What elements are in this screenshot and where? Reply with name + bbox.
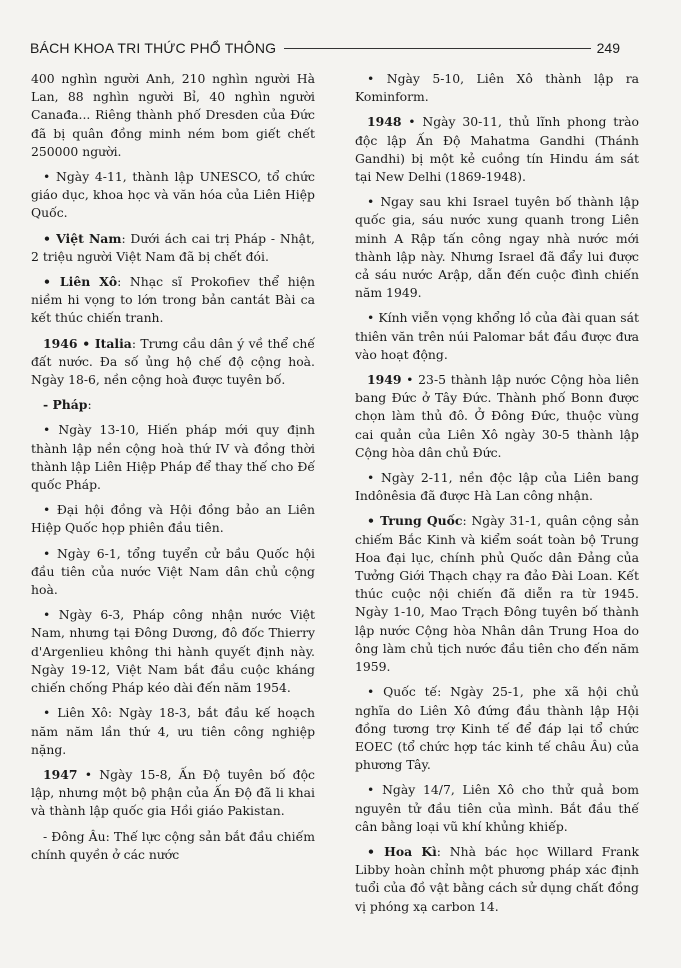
paragraph-lead: • Việt Nam — [43, 230, 122, 246]
paragraph-text: • Ngày 5-10, Liên Xô thành lập ra Kominform. — [355, 71, 639, 105]
paragraph-lead: - Pháp — [43, 397, 88, 413]
paragraph — [355, 70, 639, 106]
paragraph — [31, 70, 315, 161]
paragraph-text: • Kính viễn vọng khổng lồ của đài quan sát thiên văn trên núi Palomar bắt đầu được đưa vào hoạt động. — [355, 310, 639, 362]
page-number: 249 — [596, 40, 620, 56]
paragraph-text: • Ngày 6-3, Pháp công nhận nước Việt Nam, nhưng tại Đông Dương, đô đốc Thierry d'Argenlieu không thi hành quyết định này. Ngày 19-12, Việt Nam bắt đầu cuộc kháng chiến chống Pháp kéo dài đến năm 1954. — [31, 607, 315, 696]
paragraph-text: 400 nghìn người Anh, 210 nghìn người Hà Lan, 88 nghìn người Bỉ, 40 nghìn người Canađa... Riêng thành phố Dresden của Đức đã bị quân đồng minh ném bom giết chết 250000 người. — [31, 71, 315, 159]
paragraph — [31, 273, 315, 328]
paragraph — [31, 230, 315, 266]
paragraph — [355, 843, 639, 916]
paragraph-lead: • Trung Quốc — [367, 513, 463, 529]
paragraph-text: • Đại hội đồng và Hội đồng bảo an Liên Hiệp Quốc họp phiên đầu tiên. — [31, 502, 315, 536]
paragraph-lead: 1949 — [367, 372, 402, 388]
running-header — [30, 38, 620, 58]
paragraph — [31, 545, 315, 600]
paragraph-text: : Dưới ách cai trị Pháp - Nhật, 2 triệu người Việt Nam đã bị chết đói. — [31, 230, 315, 264]
paragraph — [355, 193, 639, 302]
paragraph-text: • Ngay sau khi Israel tuyên bố thành lập quốc gia, sáu nước xung quanh trong Liên minh A Rập tấn công ngay nhà nước mới thành lập này. Nhưng Israel đã đẩy lui được cả sáu nước Arập, dẫn đến cuộc đình chiến năm 1949. — [355, 194, 639, 301]
paragraph — [355, 683, 639, 774]
paragraph-text: : Ngày 31-1, quân cộng sản chiếm Bắc Kinh và kiểm soát toàn bộ Trung Hoa đại lục, chính phủ Quốc dân Đảng của Tưởng Giới Thạch chạy ra đảo Đài Loan. Kết thúc cuộc nội chiến đã diễn ra từ 1945. Ngày 1-10, Mao Trạch Đông tuyên bố thành lập nước Cộng hòa Nhân dân Trung Hoa do ông làm chủ tịch nước đầu tiên cho đến năm 1959. — [355, 513, 640, 675]
paragraph — [355, 469, 639, 505]
paragraph-text: : Trưng cầu dân ý về thể chế đất nước. Đa số ủng hộ chế độ cộng hoà. Ngày 18-6, nền cộng hoà được tuyên bố. — [31, 335, 315, 388]
paragraph-lead: 1948 — [367, 114, 402, 130]
paragraph — [31, 828, 315, 864]
paragraph-text: : Nhà bác học Willard Frank Libby hoàn chỉnh một phương pháp xác định tuổi của đồ vật bằng cách sử dụng chất đồng vị phóng xạ carbon 14. — [355, 843, 639, 914]
paragraph-text: • Ngày 15-8, Ấn Độ tuyên bố độc lập, nhưng một bộ phận của Ấn Độ đã li khai và thành lập quốc gia Hồi giáo Pakistan. — [31, 766, 315, 819]
paragraph-lead: • Liên Xô — [43, 274, 118, 290]
paragraph-text: • Quốc tế: Ngày 25-1, phe xã hội chủ nghĩa do Liên Xô đứng đầu thành lập Hội đồng tương trợ Kinh tế để đáp lại tổ chức EOEC (tổ chức hợp tác kinh tế châu Âu) của phương Tây. — [355, 684, 639, 773]
paragraph-text: • 23-5 thành lập nước Cộng hòa liên bang Đức ở Tây Đức. Thành phố Bonn được chọn làm thủ đô. Ở Đông Đức, thuộc vùng cai quản của Liên Xô ngày 30-5 thành lập Cộng hòa dân chủ Đức. — [355, 372, 639, 460]
paragraph — [31, 421, 315, 494]
right-column — [355, 70, 639, 923]
paragraph-text: • Ngày 6-1, tổng tuyển cử bầu Quốc hội đầu tiên của nước Việt Nam dân chủ cộng hoà. — [31, 545, 315, 598]
paragraph — [355, 113, 639, 186]
paragraph-lead: 1946 • Italia — [43, 335, 132, 351]
paragraph-text: : Nhạc sĩ Prokofiev thể hiện niềm hi vọng to lớn trong bản cantát Bài ca kết thúc chiến tranh. — [31, 274, 315, 326]
paragraph — [31, 168, 315, 223]
book-title: BÁCH KHOA TRI THỨC PHỔ THÔNG — [30, 40, 277, 56]
paragraph-text: • Ngày 4-11, thành lập UNESCO, tổ chức giáo dục, khoa học và văn hóa của Liên Hiệp Quốc. — [31, 169, 315, 221]
paragraph-lead: 1947 — [43, 766, 78, 782]
paragraph-lead: • Hoa Kì — [367, 843, 437, 859]
paragraph — [355, 371, 639, 462]
paragraph — [31, 704, 315, 759]
header-rule — [284, 48, 590, 49]
paragraph-text: • Ngày 14/7, Liên Xô cho thử quả bom nguyên tử đầu tiên của mình. Bắt đầu thế cân bằng loại vũ khí khủng khiếp. — [355, 782, 639, 834]
paragraph — [31, 766, 315, 821]
paragraph — [355, 781, 639, 836]
paragraph-text: - Đông Âu: Thế lực cộng sản bắt đầu chiếm chính quyền ở các nước — [31, 828, 315, 862]
paragraph-text: • Liên Xô: Ngày 18-3, bắt đầu kế hoạch năm năm lần thứ 4, ưu tiên công nghiệp nặng. — [31, 705, 315, 757]
paragraph-text: : — [87, 397, 92, 413]
paragraph — [31, 335, 315, 390]
paragraph-text: • Ngày 13-10, Hiến pháp mới quy định thành lập nền cộng hoà thứ IV và đồng thời thành lập Liên Hiệp Pháp để thay thế cho Đế quốc Pháp. — [31, 422, 315, 493]
paragraph — [355, 309, 639, 364]
paragraph — [31, 606, 315, 697]
paragraph — [31, 396, 315, 414]
paragraph-text: • Ngày 30-11, thủ lĩnh phong trào độc lập Ấn Độ Mahatma Gandhi (Thánh Gandhi) bị một kẻ cuồng tín Hindu ám sát tại New Delhi (1869-1948). — [355, 114, 639, 185]
left-column — [31, 70, 315, 871]
paragraph — [355, 512, 639, 676]
paragraph — [31, 501, 315, 537]
paragraph-text: • Ngày 2-11, nền độc lập của Liên bang Indônêsia đã được Hà Lan công nhận. — [355, 470, 639, 504]
